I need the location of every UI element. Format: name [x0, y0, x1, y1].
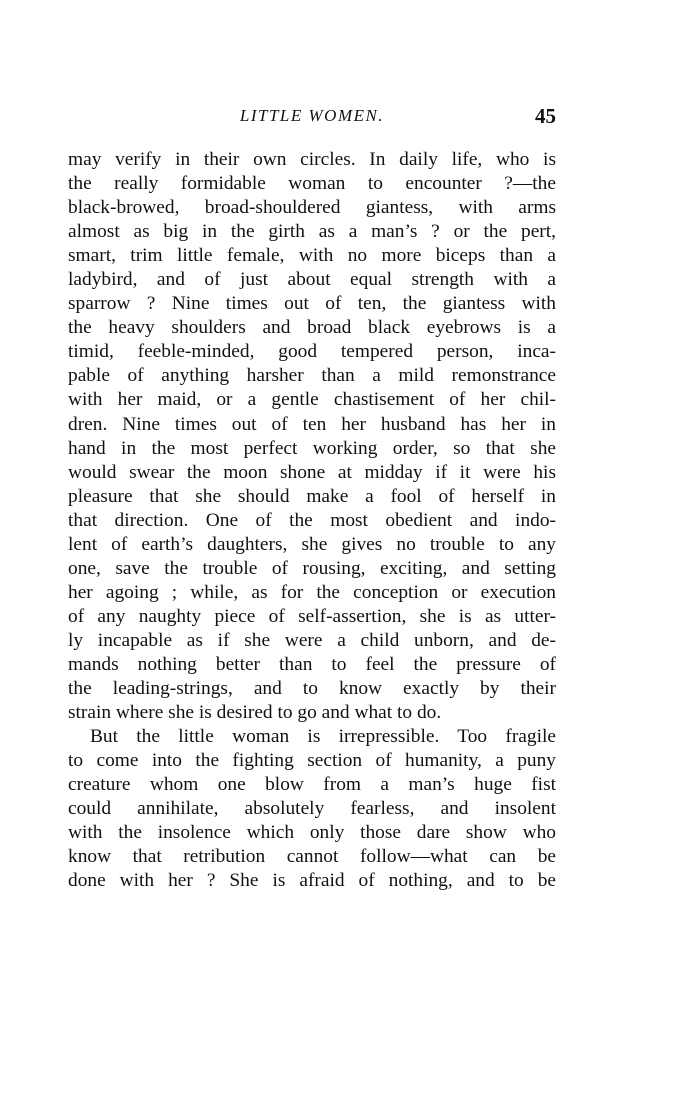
running-head [68, 104, 556, 130]
text-line: ly incapable as if she were a child unborn, and de- [68, 629, 556, 651]
body-text [68, 148, 556, 893]
text-line: could annihilate, absolutely fearless, and insolent [68, 798, 556, 820]
text-line: her agoing ; while, as for the conception or execution [68, 581, 556, 603]
text-line: may verify in their own circles. In daily life, who is [68, 149, 556, 170]
text-line: ladybird, and of just about equal strength with a [68, 269, 556, 291]
text-line: done with her ? She is afraid of nothing, and to be [68, 870, 556, 892]
text-line: with the insolence which only those dare show who [68, 822, 556, 844]
text-line: sparrow ? Nine times out of ten, the giantess with [68, 293, 556, 315]
page-number: 45 [535, 104, 556, 128]
text-line: one, save the trouble of rousing, exciting, and setting [68, 557, 556, 579]
text-line: the heavy shoulders and broad black eyebrows is a [68, 317, 556, 339]
text-line: with her maid, or a gentle chastisement of her chil- [68, 389, 556, 411]
running-title: LITTLE WOMEN. [239, 106, 385, 125]
text-line: the leading-strings, and to know exactly by their [68, 678, 556, 700]
text-line: creature whom one blow from a man’s huge fist [68, 774, 556, 796]
text-line: pable of anything harsher than a mild remonstrance [68, 365, 556, 387]
text-line: strain where she is desired to go and what to do. [68, 702, 442, 724]
text-line: But the little woman is irrepressible. Too fragile [90, 726, 556, 748]
text-line: would swear the moon shone at midday if it were his [68, 461, 556, 483]
text-line: dren. Nine times out of ten her husband has her in [68, 413, 556, 435]
text-line: of any naughty piece of self-assertion, she is as utter- [68, 605, 556, 627]
text-line: that direction. One of the most obedient and indo- [68, 509, 556, 531]
text-line: the really formidable woman to encounter ?—the [68, 173, 556, 195]
text-line: to come into the fighting section of humanity, a puny [68, 750, 556, 772]
text-line: timid, feeble-minded, good tempered person, inca- [68, 341, 556, 363]
paragraph [68, 148, 556, 725]
text-line: black-browed, broad-shouldered giantess, with arms [68, 197, 556, 219]
text-line: mands nothing better than to feel the pressure of [68, 653, 556, 675]
text-line: pleasure that she should make a fool of herself in [68, 485, 556, 507]
text-line: know that retribution cannot follow—what can be [68, 846, 556, 868]
text-line: lent of earth’s daughters, she gives no trouble to any [68, 533, 556, 555]
text-line: almost as big in the girth as a man’s ? or the pert, [68, 221, 556, 243]
text-line: hand in the most perfect working order, so that she [68, 437, 556, 459]
text-line: smart, trim little female, with no more biceps than a [68, 245, 556, 267]
paragraph [68, 725, 556, 893]
